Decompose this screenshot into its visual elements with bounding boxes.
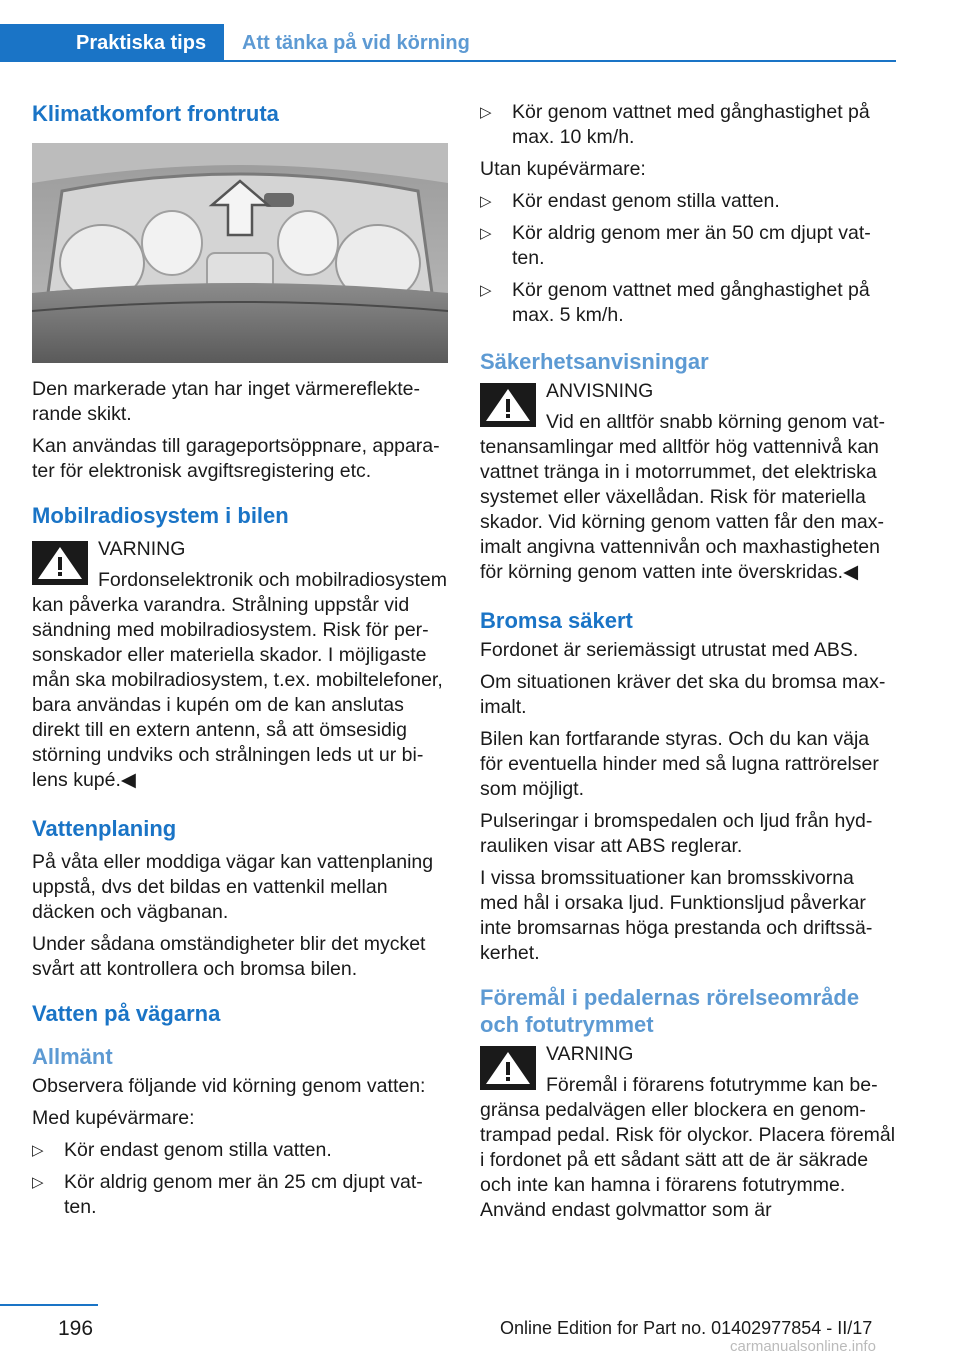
warning-triangle-icon xyxy=(480,1046,536,1090)
bromsa-paragraph-2: Om situationen kräver det ska du bromsa maximalt. xyxy=(480,671,886,718)
left-column xyxy=(32,100,448,1227)
tab-praktiska-tips[interactable]: Praktiska tips xyxy=(0,24,224,62)
list-item: ▷ Kör genom vattnet med gånghastighet på max. 10 km/h. xyxy=(480,101,870,148)
heading-klimatkomfort: Klimatkomfort frontruta xyxy=(32,101,279,126)
warning-mobilradio xyxy=(32,537,448,793)
vattenplaning-paragraph-1: På våta eller moddiga vägar kan vattenplaning uppstå, dvs det bildas en vattenkil mellan däcken och vägbanan. xyxy=(32,851,434,923)
heading-vatten-pa-vagarna: Vatten på vägarna xyxy=(32,1001,221,1026)
bromsa-paragraph-5: I vissa bromssituationer kan bromsskivorna med hål i orsaka ljud. Funktionsljud påverkar inte bromsarnas höga prestanda och driftssäkerhet. xyxy=(480,867,873,964)
windshield-photo xyxy=(32,143,448,363)
edition-note: Online Edition for Part no. 01402977854 - II/17 xyxy=(500,1318,873,1338)
list-item: ▷ Kör endast genom stilla vatten. xyxy=(32,1139,332,1161)
footer-rule xyxy=(0,1304,98,1306)
klimat-paragraph-1: Den markerade ytan har inget värmereflekterande skikt. xyxy=(32,378,421,425)
bromsa-paragraph-4: Pulseringar i bromspedalen och ljud från hydrauliken visar att ABS reglerar. xyxy=(480,810,873,857)
warning-label: VARNING xyxy=(98,538,186,560)
tab-att-tanka-pa[interactable]: Att tänka på vid körning xyxy=(242,32,470,54)
triangle-bullet-icon: ▷ xyxy=(32,1174,44,1191)
heading-vattenplaning: Vattenplaning xyxy=(32,816,177,841)
without-heater-list xyxy=(480,189,896,328)
with-heater-list-continued xyxy=(480,100,896,150)
header-rule xyxy=(224,60,896,62)
bromsa-paragraph-3: Bilen kan fortfarande styras. Och du kan väja för eventuella hinder med så lugna rattrörelser som möjligt. xyxy=(480,728,879,800)
without-heater-label: Utan kupévärmare: xyxy=(480,158,646,180)
page-header xyxy=(0,0,960,62)
list-item: ▷ Kör genom vattnet med gånghastighet på max. 5 km/h. xyxy=(480,279,870,326)
notice-label: ANVISNING xyxy=(546,380,654,402)
triangle-bullet-icon: ▷ xyxy=(480,225,492,242)
notice-text: Vid en alltför snabb körning genom vattenansamlingar med alltför hög vattennivå kan vattnet tränga in i motorrummet, det elektriska systemet eller växellådan. Risk för materiella skador. Vid körning genom vatten får den maximalt angivna vattennivån och maxhastigheten för körning genom vatten inte överskridas.◀ xyxy=(480,411,885,583)
list-item: ▷ Kör aldrig genom mer än 25 cm djupt vatten. xyxy=(32,1171,423,1218)
klimat-paragraph-2: Kan användas till garageportsöppnare, apparater för elektronisk avgiftsregistering etc. xyxy=(32,435,440,482)
bromsa-paragraph-1: Fordonet är seriemässigt utrustat med ABS. xyxy=(480,639,859,661)
list-item: ▷ Kör aldrig genom mer än 50 cm djupt vatten. xyxy=(480,222,871,269)
warning-text: Fordonselektronik och mobilradiosystem kan påverka varandra. Strålning uppstår vid sändning med mobilradiosystem. Risk för personskador eller materiella skador. I möjligaste mån ska mobilradiosystem, t.ex. mobiltelefoner, bara användas i kupén om de kan anslutas direkt till en extern antenn, så att ömsesidig störning undviks och strålningen leds ut ur bilens kupé.◀ xyxy=(32,569,447,791)
warning-foremal xyxy=(480,1042,896,1223)
heading-bromsa-sakert: Bromsa säkert xyxy=(480,608,633,633)
triangle-bullet-icon: ▷ xyxy=(480,282,492,299)
warning-triangle-icon xyxy=(480,383,536,427)
notice-sakerhet xyxy=(480,379,896,585)
heading-foremal: Föremål i pedalernas rörelseområde och fotutrymmet xyxy=(480,985,860,1037)
with-heater-list xyxy=(32,1138,448,1220)
watermark: carmanualsonline.info xyxy=(730,1338,876,1355)
page-number: 196 xyxy=(58,1317,94,1340)
warning-text: Föremål i förarens fotutrymme kan begränsa pedalvägen eller blockera en genomtrampad pedal. Risk för olyckor. Placera föremål i fordonet på ett sådant sätt att de är säkrade och inte kan hamna i förarens fotutrymme. Använd endast golvmattor som är xyxy=(480,1074,896,1221)
triangle-bullet-icon: ▷ xyxy=(480,104,492,121)
heading-allmant: Allmänt xyxy=(32,1044,113,1069)
right-column xyxy=(480,100,896,1230)
allmant-paragraph-1: Observera följande vid körning genom vatten: xyxy=(32,1075,426,1097)
vattenplaning-paragraph-2: Under sådana omständigheter blir det mycket svårt att kontrollera och bromsa bilen. xyxy=(32,933,426,980)
list-item: ▷ Kör endast genom stilla vatten. xyxy=(480,190,780,212)
allmant-paragraph-2: Med kupévärmare: xyxy=(32,1107,195,1129)
triangle-bullet-icon: ▷ xyxy=(32,1142,44,1159)
triangle-bullet-icon: ▷ xyxy=(480,193,492,210)
heading-mobilradio: Mobilradiosystem i bilen xyxy=(32,503,289,528)
heading-sakerhetsanvisningar: Säkerhetsanvisningar xyxy=(480,349,709,374)
warning-triangle-icon xyxy=(32,541,88,585)
warning-label: VARNING xyxy=(546,1043,634,1065)
